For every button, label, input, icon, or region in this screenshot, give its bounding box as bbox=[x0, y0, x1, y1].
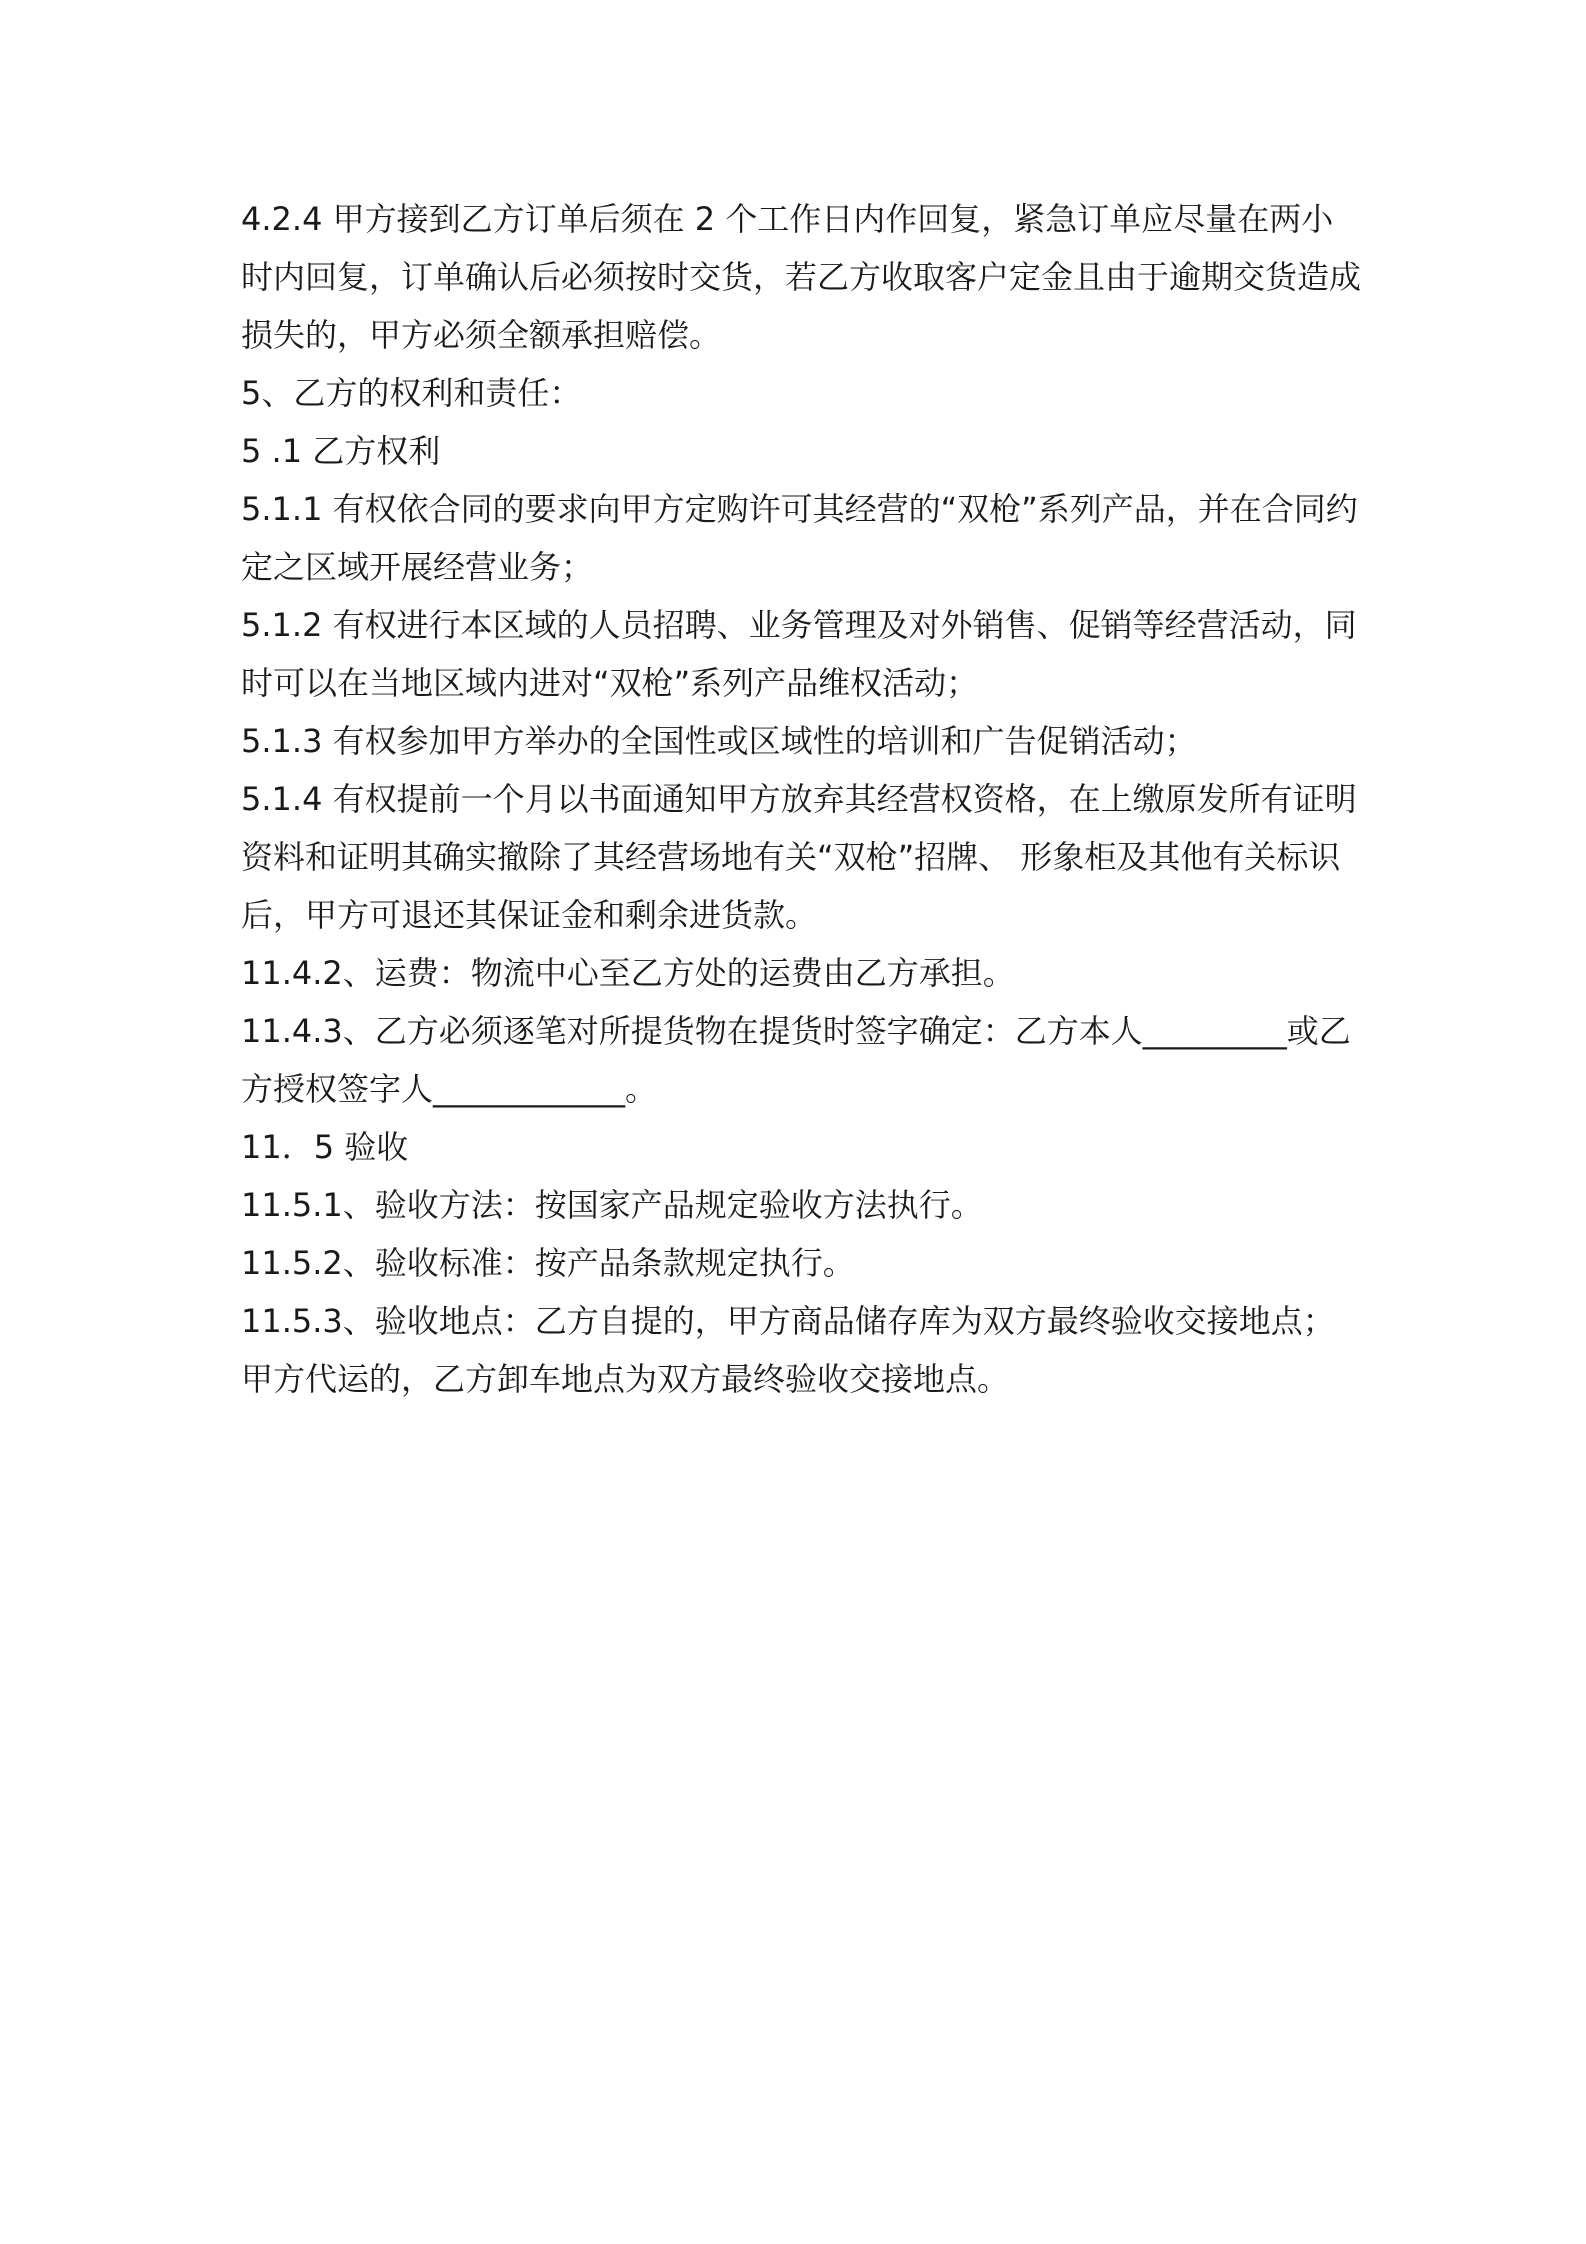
clause-11-4-2: 11.4.2、运费：物流中心至乙方处的运费由乙方承担。 bbox=[241, 954, 1015, 992]
clause-5-1-4: 5.1.4 有权提前一个月以书面通知甲方放弃其经营权资格，在上缴原发所有证明资料和证明其确实撤除了其经营场地有关“双枪”招牌、 形象柜及其他有关标识后，甲方可退还其保证金和剩余进货款。 bbox=[241, 780, 1357, 934]
section-5-heading: 5、乙方的权利和责任： bbox=[241, 374, 582, 412]
clause-11-5-1: 11.5.1、验收方法：按国家产品规定验收方法执行。 bbox=[241, 1186, 983, 1224]
clause-5-1-3: 5.1.3 有权参加甲方举办的全国性或区域性的培训和广告促销活动； bbox=[241, 722, 1197, 760]
section-5-1-heading: 5 .1 乙方权利 bbox=[241, 432, 441, 470]
clause-11-5-2: 11.5.2、验收标准：按产品条款规定执行。 bbox=[241, 1244, 855, 1282]
clause-11-5-3: 11.5.3、验收地点：乙方自提的，甲方商品储存库为双方最终验收交接地点；甲方代运的，乙方卸车地点为双方最终验收交接地点。 bbox=[241, 1302, 1335, 1398]
clause-4-2-4: 4.2.4 甲方接到乙方订单后须在 2 个工作日内作回复，紧急订单应尽量在两小时内回复，订单确认后必须按时交货，若乙方收取客户定金且由于逾期交货造成损失的，甲方必须全额承担赔偿。 bbox=[241, 200, 1362, 354]
clause-11-4-3: 11.4.3、乙方必须逐笔对所提货物在提货时签字确定：乙方本人_________或乙方授权签字人____________。 bbox=[241, 1012, 1351, 1108]
clause-5-1-1: 5.1.1 有权依合同的要求向甲方定购许可其经营的“双枪”系列产品，并在合同约定之区域开展经营业务； bbox=[241, 490, 1358, 586]
document-body bbox=[241, 190, 1361, 1408]
section-11-5-heading: 11．5 验收 bbox=[241, 1128, 409, 1166]
clause-5-1-2: 5.1.2 有权进行本区域的人员招聘、业务管理及对外销售、促销等经营活动，同时可以在当地区域内进对“双枪”系列产品维权活动； bbox=[241, 606, 1357, 702]
